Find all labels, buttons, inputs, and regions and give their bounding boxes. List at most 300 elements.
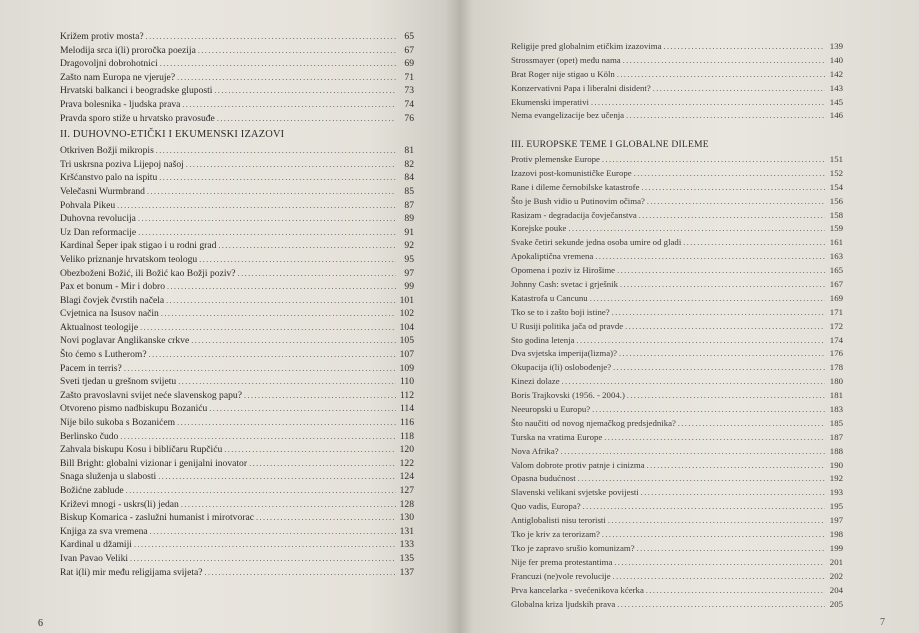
toc-entry-title: Nije bilo sukoba s Bozanićem [60,417,176,429]
toc-entry [511,40,843,54]
toc-entry [60,375,414,389]
toc-entry [511,584,843,598]
toc-entry-title: Katastrofa u Cancunu [511,292,588,303]
toc-entry-title: Okupacija i(li) oslobođenje? [511,362,612,373]
toc-entry-title: Tko se to i zašto boji istine? [511,306,610,317]
dot-leader [134,538,396,552]
toc-entry-title: Valom dobrote protiv patnje i cinizma [511,459,645,470]
dot-leader [198,44,396,58]
toc-entry-title: Sveti tjedan u grešnom svijetu [60,376,177,388]
toc-entry [511,236,843,250]
toc-entry-title: Rane i dileme černobilske katastrofe [511,181,640,192]
dot-leader [613,361,825,375]
toc-entry-page: 204 [829,584,843,595]
toc-entry-title: Pax et bonum - Mir i dobro [60,281,165,293]
toc-entry-title: Boris Trajkovski (1956. - 2004.) [511,390,625,401]
dot-leader [160,57,396,71]
toc-entry-title: Kinezi dolaze [511,376,560,387]
toc-entry-page: 195 [829,501,843,512]
dot-leader [583,500,825,514]
toc-entry [60,389,414,403]
toc-entry-page: 74 [404,98,414,110]
toc-entry-page: 112 [399,389,414,401]
toc-entry-page: 122 [399,457,414,469]
toc-entry-page: 127 [399,485,414,496]
toc-entry-title: Zašto pravoslavni svijet neće slavenskog papu? [60,389,242,401]
toc-entry [511,445,843,459]
dot-leader [218,239,396,253]
toc-entry [60,470,414,484]
toc-entry-page: 198 [829,529,843,540]
toc-entry-page: 73 [404,85,414,97]
dot-leader [138,212,396,226]
toc-entry-title: Rasizam - degradacija čovječanstva [511,209,637,220]
toc-entry [511,514,843,528]
toc-entry-title: Ivan Pavao Veliki [60,552,129,564]
toc-entry-page: 180 [829,376,843,387]
toc-entry-title: Opomena i poziv iz Hirošime [511,265,616,276]
toc-entry-title: Quo vadis, Europa? [511,501,581,512]
dot-leader [577,334,825,348]
right-toc-section [511,133,843,611]
toc-entry-page: 104 [399,321,414,333]
toc-entry-title: Berlinsko čudo [60,430,119,442]
toc-entry-page: 190 [829,459,843,470]
toc-entry [511,459,843,473]
toc-entry-page: 99 [404,281,414,293]
toc-entry [60,402,414,416]
toc-entry-page: 139 [829,41,843,51]
toc-entry-page: 161 [829,237,843,248]
toc-entry [511,347,843,361]
dot-leader [181,498,396,512]
toc-entry-page: 76 [404,112,414,124]
dot-leader [167,280,396,294]
toc-entry-title: Knjiga za sva vremena [60,525,148,537]
toc-entry-title: Tri uskrsna poziva Lijepoj našoj [60,158,184,170]
toc-entry [60,538,414,552]
toc-entry-title: Kardinal Šeper ipak stigao i u rodni grad [60,240,217,252]
toc-entry [511,389,843,403]
toc-entry [511,320,843,334]
toc-entry-title: Slavenski velikani svjetske povijesti [511,487,639,498]
toc-entry [60,57,414,71]
dot-leader [602,528,825,542]
toc-entry-page: 183 [829,404,843,415]
toc-entry [511,500,843,514]
toc-entry-page: 102 [399,308,414,320]
toc-entry-title: Dva svjetska imperija(lizma)? [511,348,618,359]
toc-entry [511,570,843,584]
toc-entry-page: 192 [829,473,843,484]
left-top-entries [60,30,414,125]
toc-entry [60,280,414,294]
dot-leader [604,431,825,445]
dot-leader [646,584,825,598]
toc-entry-page: 140 [829,54,843,65]
toc-entry [60,321,414,335]
toc-entry [60,566,414,580]
toc-entry [60,112,414,126]
toc-entry-title: Neeuropski u Europu? [511,404,591,415]
toc-entry-title: Zašto nam Europa ne vjeruje? [60,71,176,83]
dot-leader [620,278,825,292]
toc-entry-page: 193 [829,487,843,498]
dot-leader [627,389,825,403]
dot-leader [590,292,825,306]
dot-leader [634,167,825,181]
toc-entry-page: 85 [404,185,414,197]
toc-entry-title: Bill Bright: globalni vizionar i genijalni inovator [60,457,248,469]
toc-entry [511,528,843,542]
dot-leader [177,71,396,85]
toc-entry [60,144,414,158]
toc-entry [511,403,843,417]
toc-entry-title: Francuzi (ne)vole revolucije [511,570,611,581]
right-toc-top [511,40,843,123]
toc-entry [511,181,843,195]
dot-leader [238,267,396,281]
toc-entry-title: Božićne zablude [60,485,124,496]
toc-entry [60,98,414,112]
toc-entry-page: 114 [399,403,414,415]
toc-entry-title: Sto godina letenja [511,334,575,345]
toc-entry-page: 84 [404,172,414,184]
toc-entry [511,109,843,123]
toc-entry-page: 187 [829,431,843,442]
toc-entry-page: 118 [399,430,414,442]
dot-leader [626,109,825,123]
toc-entry [60,171,414,185]
toc-entry-title: Rat i(li) mir među religijama svijeta? [60,566,203,578]
toc-entry [60,484,414,498]
left-toc [60,30,414,579]
toc-entry-title: Melodija srca i(li) proročka poezija [60,44,196,56]
toc-entry-page: 110 [399,376,414,388]
toc-entry-title: Turska na vratima Europe [511,431,603,442]
dot-leader [619,347,825,361]
dot-leader [608,514,825,528]
toc-entry-title: Blagi čovjek čvrstih načela [60,294,165,306]
toc-entry [60,199,414,213]
right-top-entries [511,40,843,123]
toc-entry-page: 105 [399,335,414,347]
toc-entry-page: 67 [404,44,414,56]
toc-entry-title: Tko je zapravo srušio komunizam? [511,542,635,553]
toc-entry-page: 133 [399,539,414,551]
toc-entry-page: 91 [404,226,414,238]
toc-entry [60,84,414,98]
toc-entry-page: 82 [404,158,414,170]
toc-entry [511,209,843,223]
toc-entry-title: Konzervativni Papa i liberalni disident? [511,82,651,93]
toc-entry-title: Zahvala biskupu Kosu i bibličaru Rupčiću [60,444,223,456]
dot-leader [653,82,825,96]
toc-entry [511,250,843,264]
toc-entry-title: Antiglobalisti nisu teroristi [511,515,606,526]
toc-entry-title: Izazovi post-komunističke Europe [511,167,632,178]
dot-leader [186,158,396,172]
toc-entry [60,416,414,430]
toc-entry [60,30,414,44]
toc-entry-title: Križevi mnogi - uskrs(li) jedan [60,498,179,510]
toc-entry-title: Strossmayer (opet) među nama [511,54,621,65]
toc-entry-page: 81 [404,145,414,157]
toc-entry-page: 145 [829,96,843,107]
toc-entry-page: 71 [404,71,414,83]
toc-entry [511,292,843,306]
toc-entry-page: 137 [399,566,414,578]
toc-entry-page: 69 [404,58,414,70]
toc-entry-title: Religije pred globalnim etičkim izazovima [511,41,662,51]
dot-leader [641,181,825,195]
dot-leader [177,416,396,430]
dot-leader [124,362,396,376]
toc-entry [60,253,414,267]
toc-entry-page: 142 [829,68,843,79]
toc-entry [60,511,414,525]
toc-entry-title: Hrvatski balkanci i beogradske gluposti [60,85,213,97]
dot-leader [641,486,825,500]
toc-entry-page: 135 [399,552,414,564]
dot-leader [647,195,825,209]
toc-entry-title: Pacem in terris? [60,362,122,374]
section-heading-ii: II. DUHOVNO-ETIČKI I EKUMENSKI IZAZOVI [60,129,285,141]
toc-entry [511,96,843,110]
dot-leader [146,30,396,44]
toc-entry-page: 124 [399,471,414,483]
toc-entry-page: 202 [829,570,843,581]
toc-entry [60,294,414,308]
toc-entry [511,306,843,320]
toc-entry [60,239,414,253]
left-section-entries [60,144,414,579]
toc-entry [60,267,414,281]
toc-entry-title: Ekumenski imperativi [511,96,589,107]
toc-entry [60,362,414,376]
dot-leader [166,294,396,308]
toc-entry [60,307,414,321]
dot-leader [156,144,396,158]
toc-entry [60,185,414,199]
dot-leader [617,598,825,612]
dot-leader [120,430,396,444]
dot-leader [617,68,825,82]
toc-entry [511,68,843,82]
dot-leader [140,321,396,335]
toc-entry [60,71,414,85]
toc-entry-title: Globalna kriza ljudskih prava [511,598,616,609]
toc-entry-page: 146 [829,110,843,121]
toc-entry-page: 107 [399,349,414,361]
toc-entry-page: 201 [829,556,843,567]
toc-entry [511,486,843,500]
toc-entry-title: Cvjetnica na Isusov način [60,308,159,320]
toc-entry-title: Opasna budućnost [511,473,576,484]
toc-entry-page: 159 [829,223,843,234]
toc-entry-page: 171 [829,306,843,317]
toc-entry-title: Duhovna revolucija [60,213,136,225]
toc-entry-title: Što ćemo s Lutherom? [60,349,147,361]
toc-entry-title: Novi poglavar Anglikanske crkve [60,335,190,347]
toc-entry-title: Tko je kriv za terorizam? [511,529,600,540]
dot-leader [602,153,825,167]
toc-entry [511,278,843,292]
toc-entry-title: Dragovoljni dobrohotnici [60,58,158,70]
toc-entry [511,153,843,167]
toc-entry-title: Biskup Komarica - zaslužni humanist i mirotvorac [60,512,254,524]
toc-entry [60,158,414,172]
dot-leader [637,542,825,556]
dot-leader [224,443,396,457]
dot-leader [159,171,396,185]
toc-entry-page: 116 [399,417,414,429]
toc-entry-title: Apokaliptična vremena [511,251,594,262]
dot-leader [639,209,825,223]
toc-entry [60,498,414,512]
toc-entry [511,82,843,96]
toc-entry-page: 152 [829,167,843,178]
dot-leader [256,511,396,525]
toc-entry-title: U Rusiji politika jača od pravde [511,320,624,331]
toc-entry-title: Nova Afrika? [511,445,559,456]
toc-entry-title: Otvoreno pismo nadbiskupu Bozaniću [60,403,208,415]
toc-entry [511,264,843,278]
dot-leader [205,566,396,580]
toc-entry-page: 167 [829,279,843,290]
toc-entry-title: Aktualnost teologije [60,321,139,333]
toc-entry [60,212,414,226]
toc-entry-page: 165 [829,265,843,276]
toc-entry [60,348,414,362]
dot-leader [191,334,396,348]
dot-leader [647,459,825,473]
right-section-entries [511,153,843,611]
toc-entry-title: Što je Bush vidio u Putinovim očima? [511,195,645,206]
toc-entry-title: Velečasni Wurmbrand [60,185,145,197]
toc-entry-page: 156 [829,195,843,206]
dot-leader [126,484,396,498]
toc-entry [60,430,414,444]
toc-entry-title: Snaga služenja u slabosti [60,471,157,483]
toc-entry-title: Obezboženi Božić, ili Božić kao Božji poziv? [60,267,236,279]
toc-entry-page: 128 [399,498,414,510]
dot-leader [214,84,396,98]
toc-entry-title: Korejske pouke [511,223,567,234]
toc-entry [60,443,414,457]
dot-leader [130,552,396,566]
toc-entry-title: Kršćanstvo palo na ispitu [60,172,158,184]
dot-leader [614,556,825,570]
toc-entry-page: 158 [829,209,843,220]
toc-entry-page: 169 [829,292,843,303]
toc-entry [511,167,843,181]
toc-entry [511,472,843,486]
toc-entry-page: 185 [829,417,843,428]
toc-entry-page: 143 [829,82,843,93]
toc-entry-title: Kardinal u džamiji [60,539,132,551]
dot-leader [617,264,825,278]
toc-entry-title: Otkriven Božji mikropis [60,145,154,157]
toc-entry-page: 181 [829,390,843,401]
toc-entry-title: Prava bolesnika - ljudska prava [60,98,181,110]
toc-entry-title: Prva kancelarka - svećenikova kćerka [511,584,644,595]
toc-entry [511,54,843,68]
toc-entry [511,598,843,612]
dot-leader [182,98,396,112]
toc-entry-page: 130 [399,512,414,524]
dot-leader [613,570,825,584]
toc-entry-page: 188 [829,445,843,456]
dot-leader [138,226,396,240]
toc-entry-title: Nije fer prema protestantima [511,556,613,567]
toc-entry [511,361,843,375]
left-page [0,0,459,633]
toc-entry-title: Križem protiv mosta? [60,31,144,42]
toc-entry [60,334,414,348]
dot-leader [158,470,396,484]
toc-entry [60,44,414,58]
right-page [459,0,919,633]
toc-entry-page: 131 [399,525,414,537]
toc-entry-page: 205 [829,598,843,609]
toc-entry-title: Veliko priznanje hrvatskom teologu [60,253,198,265]
toc-entry [60,457,414,471]
dot-leader [161,307,396,321]
toc-entry-title: Protiv plemenske Europe [511,154,600,164]
toc-entry [60,552,414,566]
dot-leader [625,320,825,334]
toc-entry [60,226,414,240]
toc-entry-title: Pohvala Pikeu [60,199,116,211]
toc-entry-title: Pravda sporo stiže u hrvatsko pravosuđe [60,112,215,124]
toc-entry-page: 95 [404,253,414,265]
page-number-right: 7 [880,617,885,628]
toc-entry [511,195,843,209]
dot-leader [578,472,825,486]
toc-entry-page: 89 [404,213,414,225]
toc-entry [511,375,843,389]
dot-leader [149,348,396,362]
toc-entry-page: 172 [829,320,843,331]
toc-entry-page: 120 [399,444,414,456]
dot-leader [562,375,825,389]
toc-entry-page: 197 [829,515,843,526]
toc-entry [511,222,843,236]
toc-entry-page: 163 [829,251,843,262]
toc-entry [60,525,414,539]
toc-entry-title: Uz Dan reformacije [60,226,137,238]
dot-leader [117,199,396,213]
dot-leader [678,417,825,431]
toc-entry-page: 101 [399,294,414,306]
dot-leader [595,250,825,264]
toc-entry [511,556,843,570]
toc-entry-page: 92 [404,240,414,252]
dot-leader [217,112,396,126]
dot-leader [612,306,825,320]
dot-leader [592,403,825,417]
dot-leader [209,402,396,416]
toc-entry-page: 174 [829,334,843,345]
toc-entry-page: 151 [829,154,843,164]
toc-entry-page: 178 [829,362,843,373]
toc-entry-page: 109 [399,362,414,374]
toc-entry-page: 97 [404,267,414,279]
dot-leader [591,96,825,110]
toc-entry-title: Nema evangelizacije bez učenja [511,110,625,121]
dot-leader [623,54,825,68]
